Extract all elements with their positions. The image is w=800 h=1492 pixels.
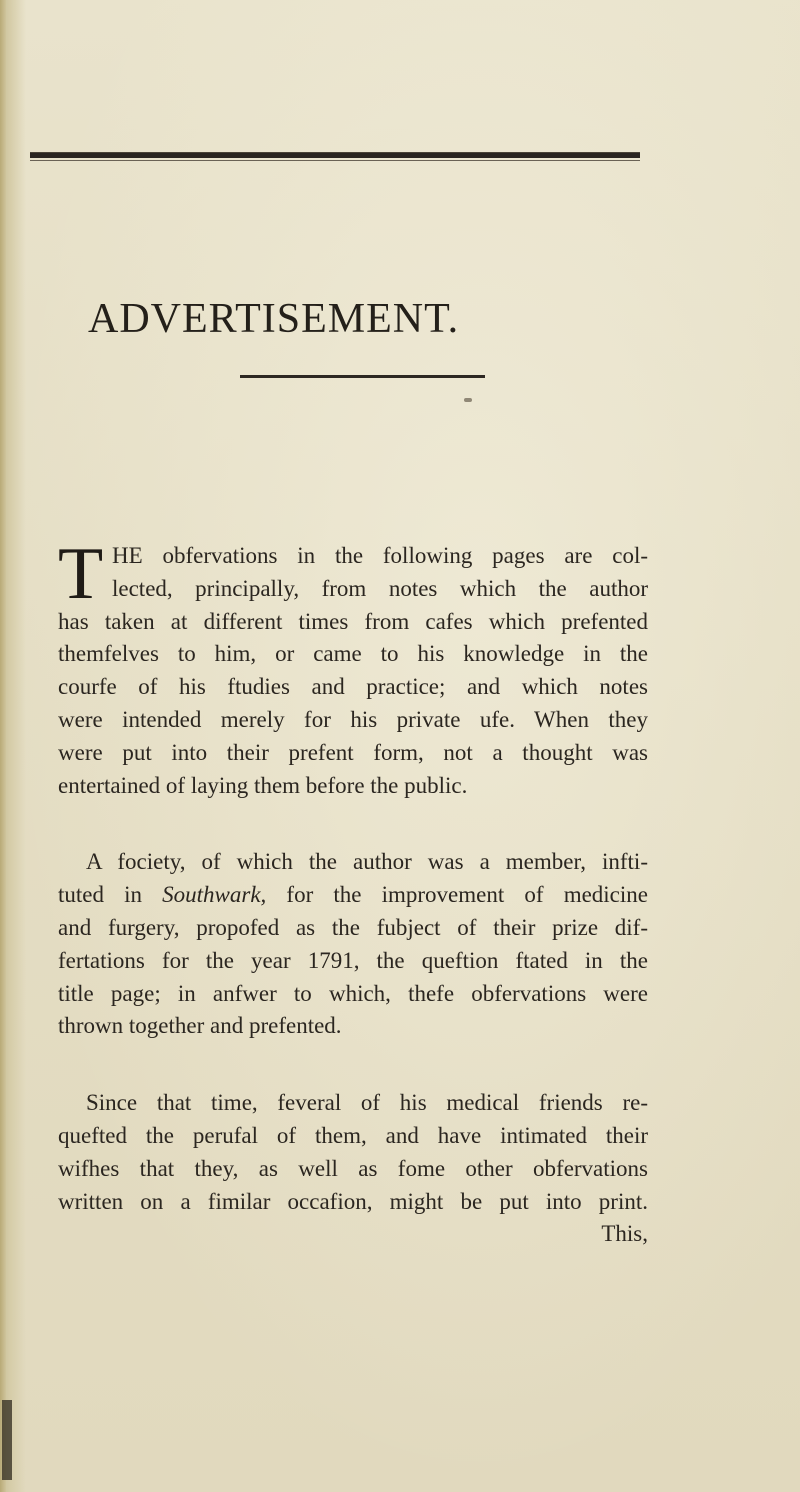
text-line: A fociety, of which the author was a member, infti-	[86, 849, 648, 875]
text-fragment: for the improvement of medicine	[266, 882, 648, 908]
paragraph-3	[58, 1087, 648, 1218]
text-line: courfe of his ftudies and practice; and which notes	[58, 674, 648, 700]
text-line: written on a fimilar occafion, might be put into print.	[58, 1188, 648, 1214]
page-heading: ADVERTISEMENT.	[88, 296, 460, 342]
heading-rule	[240, 375, 485, 378]
text-line: fertations for the year 1791, the queftion ftated in the	[58, 947, 648, 973]
text-line: title page; in anfwer to which, thefe obfervations were	[58, 980, 648, 1006]
text-line: quefted the perufal of them, and have intimated their	[58, 1122, 648, 1148]
text-line: HE obfervations in the following pages are col-	[112, 543, 648, 568]
text-fragment: tuted in	[58, 882, 163, 908]
text-line: has taken at different times from cafes which prefented	[58, 608, 648, 634]
text-line: themfelves to him, or came to his knowledge in the	[58, 641, 648, 667]
text-line	[58, 879, 648, 912]
drop-cap: T	[58, 533, 104, 615]
binding-mark	[2, 1400, 12, 1480]
binding-edge	[0, 0, 6, 1492]
text-line: entertained of laying them before the public.	[58, 772, 468, 798]
body-text	[58, 533, 648, 1251]
catchword: This,	[601, 1221, 648, 1247]
italic-place-name: Southwark,	[162, 882, 267, 908]
text-line: thrown together and prefented.	[58, 1013, 342, 1039]
text-line: were put into their prefent form, not a thought was	[58, 739, 648, 765]
top-ornamental-rule	[30, 152, 640, 158]
text-line: and furgery, propofed as the fubject of their prize dif-	[58, 914, 648, 940]
paragraph-2	[58, 846, 648, 1043]
text-line: Since that time, feveral of his medical friends re-	[86, 1090, 648, 1116]
text-line: lected, principally, from notes which the author	[112, 575, 648, 601]
text-line: were intended merely for his private ufe. When they	[58, 706, 648, 732]
top-thin-rule	[30, 160, 640, 161]
ink-speck	[464, 398, 472, 402]
paragraph-1	[58, 533, 648, 802]
text-line: wifhes that they, as well as fome other obfervations	[58, 1155, 648, 1181]
